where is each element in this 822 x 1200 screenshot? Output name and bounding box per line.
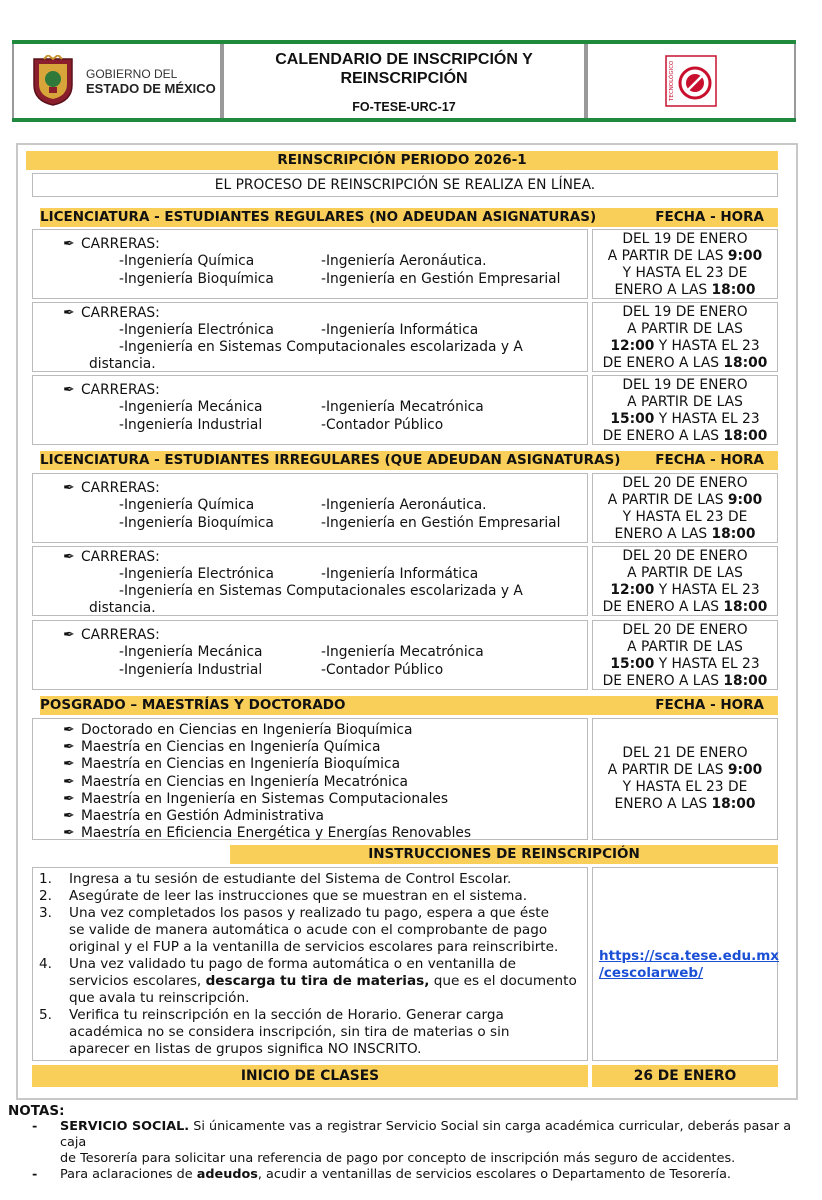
date-line: A PARTIR DE LAS 9:00 — [607, 492, 763, 508]
carreras-label: CARRERAS: — [81, 305, 160, 321]
posgrado-fecha-hora: FECHA - HORA — [655, 697, 764, 713]
date-line: DEL 19 DE ENERO — [622, 304, 748, 320]
date-line: A PARTIR DE LAS — [627, 394, 743, 410]
instruction-2: 2. Asegúrate de leer las instrucciones que se muestran en el sistema. — [39, 888, 528, 904]
regular-careers-group-2 — [32, 302, 588, 372]
date-line: DEL 20 DE ENERO — [622, 622, 748, 638]
gov-line-2: ESTADO DE MÉXICO — [86, 80, 216, 96]
list-item: ✒ Maestría en Ciencias en Ingeniería Química — [63, 739, 381, 756]
classes-date: 26 DE ENERO — [592, 1065, 778, 1087]
career: distancia. — [89, 356, 156, 372]
date-line: 12:00 Y HASTA EL 23 — [610, 338, 760, 354]
posgrado-title: POSGRADO – MAESTRÍAS Y DOCTORADO — [40, 697, 346, 713]
pen-icon: ✒ — [63, 790, 75, 807]
document-header — [12, 40, 796, 122]
regular-date-1 — [592, 229, 778, 299]
pen-icon: ✒ — [63, 549, 75, 565]
online-note: EL PROCESO DE REINSCRIPCIÓN SE REALIZA EN LÍNEA. — [32, 173, 778, 197]
regular-careers-group-1 — [32, 229, 588, 299]
carreras-label: CARRERAS: — [81, 627, 160, 643]
career: -Ingeniería Informática — [321, 566, 479, 582]
career: -Ingeniería Mecánica — [119, 644, 263, 660]
career: -Ingeniería en Gestión Empresarial — [321, 271, 561, 287]
career: -Ingeniería Electrónica — [119, 322, 274, 338]
list-item: ✒ Maestría en Ciencias en Ingeniería Mecatrónica — [63, 773, 408, 790]
career: distancia. — [89, 600, 156, 616]
edomex-shield-icon — [30, 55, 76, 107]
career: -Ingeniería Mecánica — [119, 399, 263, 415]
pen-icon: ✒ — [63, 808, 75, 825]
instruction-1: 1. Ingresa a tu sesión de estudiante del Sistema de Control Escolar. — [39, 871, 512, 887]
list-item: ✒ Maestría en Ciencias en Ingeniería Bioquímica — [63, 756, 401, 773]
irregular-date-1 — [592, 473, 778, 543]
document-code: FO-TESE-URC-17 — [352, 100, 456, 114]
pen-icon: ✒ — [63, 627, 75, 643]
sca-link[interactable]: https://sca.tese.edu.mx — [599, 948, 780, 964]
notes-section — [8, 1103, 808, 1183]
date-line: A PARTIR DE LAS 9:00 — [607, 248, 763, 264]
instructions-list — [32, 867, 588, 1061]
date-line: DEL 20 DE ENERO — [622, 475, 748, 491]
instruction-4: 4. Una vez validado tu pago de forma automática o en ventanilla de servicios escolares, descarga tu tira de materias, que es el documento que avala tu reinscripción. — [39, 956, 577, 1006]
irregular-careers-group-1 — [32, 473, 588, 543]
career: -Contador Público — [321, 417, 444, 433]
date-line: Y HASTA EL 23 DE — [622, 779, 748, 795]
career: -Ingeniería Aeronáutica. — [321, 253, 487, 269]
instruction-5: 5. Verifica tu reinscripción en la sección de Horario. Generar carga académica no se considera inscripción, sin tira de materias o sin aparecer en listas de grupos significa NO INSCRITO. — [39, 1007, 510, 1057]
pen-icon: ✒ — [63, 739, 75, 756]
tese-logo-block — [586, 44, 796, 118]
pen-icon: ✒ — [63, 236, 75, 252]
career: -Ingeniería Mecatrónica — [321, 399, 484, 415]
list-item: ✒ Doctorado en Ciencias en Ingeniería Bioquímica — [63, 722, 413, 738]
regular-careers-group-3 — [32, 375, 588, 445]
list-item: ✒ Maestría en Ingeniería en Sistemas Computacionales — [63, 790, 449, 807]
header-title-block — [222, 44, 586, 118]
instructions-title: INSTRUCCIONES DE REINSCRIPCIÓN — [230, 845, 778, 864]
pen-icon: ✒ — [63, 305, 75, 321]
instructions-link-box — [592, 867, 778, 1061]
gov-logo-block — [12, 44, 222, 118]
date-line: Y HASTA EL 23 DE — [622, 509, 748, 525]
list-item: ✒ Maestría en Gestión Administrativa — [63, 808, 324, 825]
career: -Ingeniería Mecatrónica — [321, 644, 484, 660]
period-title: REINSCRIPCIÓN PERIODO 2026-1 — [26, 151, 778, 170]
carreras-label: CARRERAS: — [81, 382, 160, 398]
career: -Ingeniería en Sistemas Computacionales escolarizada y A — [119, 339, 523, 355]
posgrado-section-header — [40, 696, 778, 715]
date-line: ENERO A LAS 18:00 — [614, 796, 756, 812]
irregular-fecha-hora: FECHA - HORA — [655, 452, 764, 468]
instruction-3: 3. Una vez completados los pasos y realizado tu pago, espera a que éste se valide de manera automática o acude con el comprobante de pago original y el FUP a la ventanilla de servicios escolares para reinscribirte. — [39, 905, 559, 955]
tese-logo-icon — [665, 55, 717, 107]
pen-icon: ✒ — [63, 756, 75, 773]
irregular-careers-group-2 — [32, 546, 588, 616]
sca-link-path[interactable]: /cescolarweb/ — [599, 965, 704, 981]
irregular-careers-group-3 — [32, 620, 588, 690]
calendar-frame — [16, 143, 798, 1100]
date-line: DE ENERO A LAS 18:00 — [602, 599, 768, 615]
irregular-date-3 — [592, 620, 778, 690]
date-line: A PARTIR DE LAS — [627, 639, 743, 655]
career: -Ingeniería en Gestión Empresarial — [321, 515, 561, 531]
date-line: ENERO A LAS 18:00 — [614, 526, 756, 542]
pen-icon: ✒ — [63, 722, 75, 738]
date-line: DEL 20 DE ENERO — [622, 548, 748, 564]
regular-fecha-hora: FECHA - HORA — [655, 209, 764, 225]
career: -Ingeniería Química — [119, 253, 255, 269]
career: -Ingeniería Electrónica — [119, 566, 274, 582]
svg-text:TECNOLÓGICO: TECNOLÓGICO — [669, 60, 675, 101]
classes-label: INICIO DE CLASES — [32, 1065, 588, 1087]
date-line: DE ENERO A LAS 18:00 — [602, 428, 768, 444]
date-line: DEL 21 DE ENERO — [622, 745, 748, 761]
pen-icon: ✒ — [63, 480, 75, 496]
career: -Ingeniería Química — [119, 497, 255, 513]
date-line: DEL 19 DE ENERO — [622, 377, 748, 393]
irregular-title: LICENCIATURA - ESTUDIANTES IRREGULARES (QUE ADEUDAN ASIGNATURAS) — [40, 452, 621, 468]
career: -Contador Público — [321, 662, 444, 678]
date-line: A PARTIR DE LAS — [627, 565, 743, 581]
date-line: DEL 19 DE ENERO — [622, 231, 748, 247]
date-line: ENERO A LAS 18:00 — [614, 282, 756, 298]
career: -Ingeniería Aeronáutica. — [321, 497, 487, 513]
date-line: DE ENERO A LAS 18:00 — [602, 673, 768, 689]
list-item: ✒ Maestría en Eficiencia Energética y Energías Renovables — [63, 825, 472, 842]
posgrado-programs — [32, 718, 588, 840]
pen-icon: ✒ — [63, 773, 75, 790]
note-adeudos: - Para aclaraciones de adeudos, acudir a ventanillas de servicios escolares o Departamento de Tesorería. — [32, 1167, 731, 1182]
date-line: 15:00 Y HASTA EL 23 — [610, 656, 760, 672]
note-servicio-social: - SERVICIO SOCIAL. Si únicamente vas a registrar Servicio Social sin carga académica curricular, deberás pasar a caja de Tesorería para solicitar una referencia de pago por concepto de inscripción más seguro de accidentes. — [32, 1119, 792, 1166]
career: -Ingeniería Industrial — [119, 662, 263, 678]
irregular-date-2 — [592, 546, 778, 616]
pen-icon: ✒ — [63, 382, 75, 398]
career: -Ingeniería Industrial — [119, 417, 263, 433]
date-line: DE ENERO A LAS 18:00 — [602, 355, 768, 371]
date-line: 12:00 Y HASTA EL 23 — [610, 582, 760, 598]
carreras-label: CARRERAS: — [81, 236, 160, 252]
career: -Ingeniería Bioquímica — [119, 515, 274, 531]
date-line: A PARTIR DE LAS 9:00 — [607, 762, 763, 778]
irregular-section-header — [40, 451, 778, 470]
document-title-1: CALENDARIO DE INSCRIPCIÓN Y — [275, 51, 533, 68]
regular-section-header — [40, 208, 778, 227]
carreras-label: CARRERAS: — [81, 549, 160, 565]
date-line: A PARTIR DE LAS — [627, 321, 743, 337]
regular-date-2 — [592, 302, 778, 372]
gov-line-1: GOBIERNO DEL — [86, 66, 178, 81]
document-title-2: REINSCRIPCIÓN — [340, 70, 468, 87]
date-line: 15:00 Y HASTA EL 23 — [610, 411, 760, 427]
carreras-label: CARRERAS: — [81, 480, 160, 496]
notes-title: NOTAS: — [8, 1103, 65, 1119]
regular-date-3 — [592, 375, 778, 445]
career: -Ingeniería Bioquímica — [119, 271, 274, 287]
career: -Ingeniería en Sistemas Computacionales escolarizada y A — [119, 583, 523, 599]
date-line: Y HASTA EL 23 DE — [622, 265, 748, 281]
career: -Ingeniería Informática — [321, 322, 479, 338]
regular-title: LICENCIATURA - ESTUDIANTES REGULARES (NO ADEUDAN ASIGNATURAS) — [40, 209, 597, 225]
pen-icon: ✒ — [63, 825, 75, 842]
posgrado-date — [592, 718, 778, 840]
